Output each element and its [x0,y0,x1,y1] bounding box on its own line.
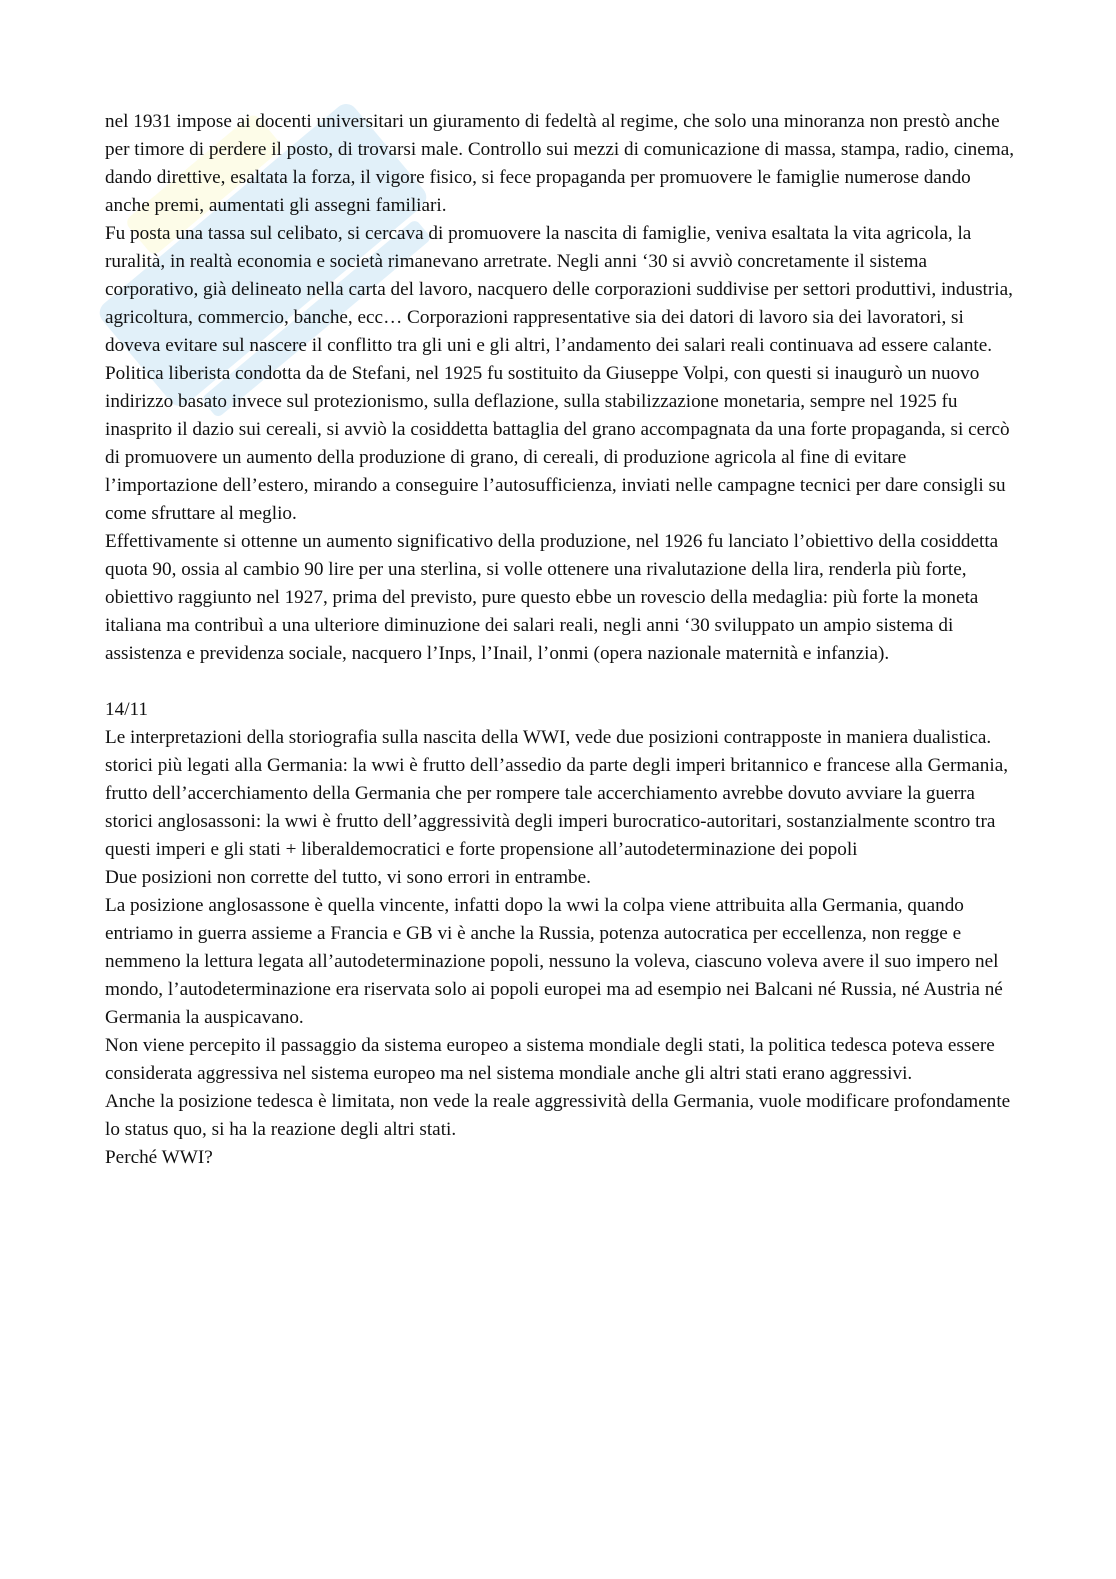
paragraph-german-historians: storici più legati alla Germania: la wwi è frutto dell’assedio da parte degli imperi britannico e francese alla Germania, frutto dell’accerchiamento della Germania che per rompere tale accerchiamento avrebbe dovuto avviare la guerra [105,755,1009,804]
paragraph-why-wwi: Perché WWI? [105,1147,213,1168]
paragraph-anglo-saxon-historians: storici anglosassoni: la wwi è frutto dell’aggressività degli imperi burocratico-autoritari, sostanzialmente scontro tra questi imperi e gli stati + liberaldemocratici e forte propensione all’autodeterminazione dei popoli [105,811,996,860]
paragraph-historiography-intro: Le interpretazioni della storiografia sulla nascita della WWI, vede due posizioni contrapposte in maniera dualistica. [105,727,992,748]
paragraph-quota-90: Effettivamente si ottenne un aumento significativo della produzione, nel 1926 fu lanciato l’obiettivo della cosiddetta quota 90, ossia al cambio 90 lire per una sterlina, si volle ottenere una rivalutazione della lira, renderla più forte, obiettivo raggiunto nel 1927, prima del previsto, pure questo ebbe un rovescio della medaglia: più forte la moneta italiana ma contribuì a una ulteriore diminuzione dei salari reali, negli anni ‘30 sviluppato un ampio sistema di assistenza e previdenza sociale, nacquero l’Inps, l’Inail, l’onmi (opera nazionale maternità e infanzia). [105,531,999,664]
paragraph-corporative-system: Fu posta una tassa sul celibato, si cercava di promuovere la nascita di famiglie, veniva esaltata la vita agricola, la ruralità, in realtà economia e società rimanevano arretrate. Negli anni ‘30 si avviò concretamente il sistema corporativo, già delineato nella carta del lavoro, nacquero delle corporazioni suddivise per settori produttivi, industria, agricoltura, commercio, banche, ecc… Corporazioni rappresentative sia dei datori di lavoro sia dei lavoratori, si doveva evitare sul nascere il conflitto tra gli uni e gli altri, l’andamento dei salari reali continuava ad essere calante. Politica liberista condotta da de Stefani, nel 1925 fu sostituito da Giuseppe Volpi, con questi si inaugurò un nuovo indirizzo basato invece sul protezionismo, sulla deflazione, sulla stabilizzazione monetaria, sempre nel 1925 fu inasprito il dazio sui cereali, si avviò la cosiddetta battaglia del grano accompagnata da una forte propaganda, si cercò di promuovere un aumento della produzione di grano, di cereali, di produzione agricola al fine di evitare l’importazione dell’estero, mirando a conseguire l’autosufficienza, inviati nelle campagne tecnici per dare consigli su come sfruttare al meglio. [105,223,1013,524]
blank-line [105,668,1015,696]
paragraph-german-position: Anche la posizione tedesca è limitata, non vede la reale aggressività della Germania, vuole modificare profondamente lo status quo, si ha la reazione degli altri stati. [105,1091,1011,1140]
document-body [105,108,1015,1172]
paragraph-world-system: Non viene percepito il passaggio da sistema europeo a sistema mondiale degli stati, la politica tedesca poteva essere considerata aggressiva nel sistema europeo ma nel sistema mondiale anche gli altri stati erano aggressivi. [105,1035,995,1084]
paragraph-anglo-saxon-position: La posizione anglosassone è quella vincente, infatti dopo la wwi la colpa viene attribuita alla Germania, quando entriamo in guerra assieme a Francia e GB vi è anche la Russia, potenza autocratica per eccellenza, non regge e nemmeno la lettura legata all’autodeterminazione popoli, nessuno la voleva, ciascuno voleva avere il suo impero nel mondo, l’autodeterminazione era riservata solo ai popoli europei ma ad esempio nei Balcani né Russia, né Austria né Germania la auspicavano. [105,895,1003,1028]
paragraph-fascism-propaganda: nel 1931 impose ai docenti universitari un giuramento di fedeltà al regime, che solo una minoranza non prestò anche per timore di perdere il posto, di trovarsi male. Controllo sui mezzi di comunicazione di massa, stampa, radio, cinema, dando direttive, esaltata la forza, il vigore fisico, si fece propaganda per promuovere le famiglie numerose dando anche premi, aumentati gli assegni familiari. [105,111,1015,216]
paragraph-both-incorrect: Due posizioni non corrette del tutto, vi sono errori in entrambe. [105,867,591,888]
lecture-date: 14/11 [105,699,148,720]
